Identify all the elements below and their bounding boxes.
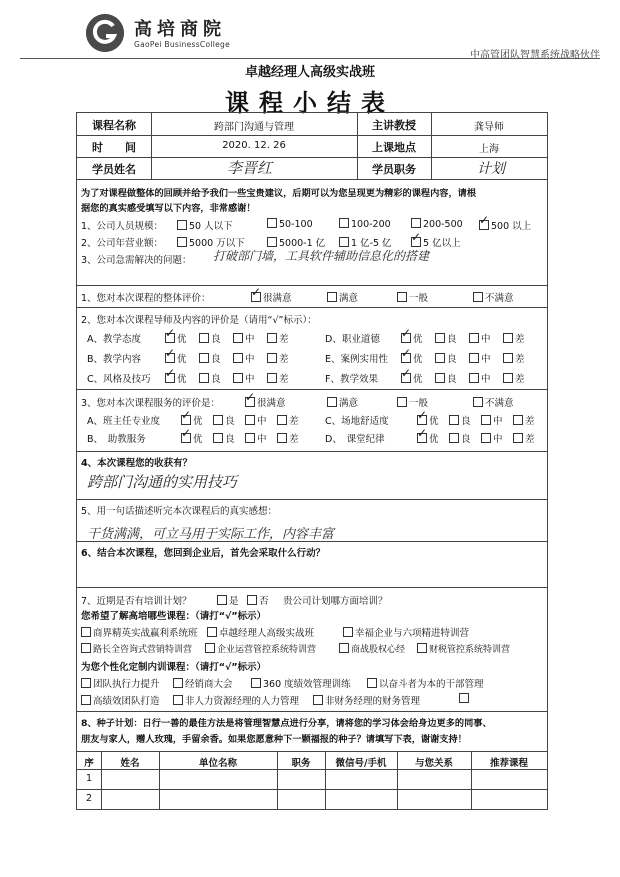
check-mark-icon: ✓	[181, 408, 192, 422]
custom-opt-4[interactable]: 以奋斗者为本的干部管理	[367, 676, 484, 690]
table-header: 姓名	[120, 758, 140, 769]
q7-yes[interactable]: 是	[217, 593, 239, 607]
eval-item-1: A、教学态度	[87, 334, 141, 345]
q2-opt-1[interactable]: 5000 万以下	[177, 235, 245, 249]
overall-opt-3[interactable]: 一般	[397, 290, 428, 304]
q3-handwritten: 打破部门墙，工具软件辅助信息化的搭建	[213, 249, 430, 263]
service-1-rating-2[interactable]: 良	[213, 413, 235, 427]
table-row: 1	[85, 773, 93, 784]
intro-line-2: 据您的真实感受填写以下内容，非常感谢！	[81, 203, 256, 214]
table-header: 序	[84, 758, 94, 769]
service-eval-label: 3、您对本次课程服务的评价是：	[81, 398, 221, 409]
service-opt-4[interactable]: 不满意	[473, 395, 514, 409]
student-name-handwritten: 李晋红	[227, 159, 273, 177]
eval-2-rating-3[interactable]: 中	[233, 351, 255, 365]
intro-line-1: 为了对课程做整体的回顾并给予我们一些宝贵建议，后期可以为您呈现更为精彩的课程内容，请根	[81, 188, 477, 199]
check-mark-icon: ✓	[401, 366, 412, 380]
check-mark-icon: ✓	[245, 390, 256, 404]
course-name-label: 课程名称	[92, 119, 136, 132]
eval-item-2: B、教学内容	[87, 354, 142, 365]
wish-opt-4[interactable]: 路长全咨询式营销特训营	[81, 642, 192, 655]
q1-opt-5[interactable]: 500 以上	[479, 218, 531, 232]
table-header: 职务	[291, 758, 311, 769]
eval-4-rating-2[interactable]: 良	[435, 331, 457, 345]
custom-opt-blank[interactable]	[459, 693, 471, 705]
custom-opt-2[interactable]: 经销商大会	[173, 676, 233, 690]
course-series: 卓越经理人高级实战班	[244, 65, 375, 80]
time-label: 时 间	[92, 141, 136, 154]
custom-opt-5[interactable]: 高绩效团队打造	[81, 693, 160, 707]
custom-label: 为您个性化定制内训课程：（请打“√”标示）	[81, 662, 267, 673]
service-2-rating-3[interactable]: 中	[245, 431, 267, 445]
service-4-rating-4[interactable]: 差	[513, 431, 535, 445]
eval-5-rating-3[interactable]: 中	[469, 351, 491, 365]
eval-3-rating-1[interactable]: 优	[165, 371, 187, 385]
check-mark-icon: ✓	[479, 213, 490, 227]
brand-name-en: GaoPei BusinessCollege	[134, 40, 230, 49]
custom-opt-6[interactable]: 非人力资源经理的人力管理	[173, 693, 299, 707]
q1-opt-3[interactable]: 100-200	[339, 218, 391, 230]
table-header: 单位名称	[198, 758, 237, 769]
q1-opt-1[interactable]: 50 人以下	[177, 218, 233, 232]
header-divider	[20, 58, 600, 59]
eval-6-rating-1[interactable]: 优	[401, 371, 423, 385]
overall-opt-2[interactable]: 满意	[327, 290, 358, 304]
eval-5-rating-2[interactable]: 良	[435, 351, 457, 365]
custom-opt-1[interactable]: 团队执行力提升	[81, 676, 160, 690]
service-2-rating-4[interactable]: 差	[277, 431, 299, 445]
service-4-rating-1[interactable]: 优	[417, 431, 439, 445]
eval-1-rating-4[interactable]: 差	[267, 331, 289, 345]
eval-2-rating-1[interactable]: 优	[165, 351, 187, 365]
service-2-rating-2[interactable]: 良	[213, 431, 235, 445]
service-opt-3[interactable]: 一般	[397, 395, 428, 409]
eval-6-rating-4[interactable]: 差	[503, 371, 525, 385]
eval-3-rating-2[interactable]: 良	[199, 371, 221, 385]
q2-opt-4[interactable]: 5 亿以上	[411, 235, 461, 249]
wish-opt-6[interactable]: 商战股权心经	[339, 642, 405, 655]
eval-1-rating-2[interactable]: 良	[199, 331, 221, 345]
q7-no[interactable]: 否	[247, 593, 269, 607]
date-value: 2020. 12. 26	[222, 140, 286, 151]
eval-item-5: E、案例实用性	[325, 354, 389, 365]
q5-handwritten: 干货满满，可立马用于实际工作，内容丰富	[87, 527, 335, 542]
wish-opt-7[interactable]: 财税管控系统特训营	[417, 642, 510, 655]
eval-3-rating-3[interactable]: 中	[233, 371, 255, 385]
service-1-rating-3[interactable]: 中	[245, 413, 267, 427]
q7-label: 7、近期是否有培训计划？	[81, 596, 192, 607]
q2-opt-3[interactable]: 1 亿-5 亿	[339, 235, 392, 249]
eval-3-rating-4[interactable]: 差	[267, 371, 289, 385]
q8-line-1: 8、种子计划：日行一善的最佳方法是将管理智慧点进行分享，请将您的学习体会给身边更多的同事、	[81, 718, 492, 729]
eval-1-rating-3[interactable]: 中	[233, 331, 255, 345]
wish-opt-1[interactable]: 商界精英实战赢利系统班	[81, 625, 198, 639]
wish-opt-5[interactable]: 企业运营管控系统特训营	[205, 642, 316, 655]
position-label: 学员职务	[372, 163, 416, 176]
wish-label: 您希望了解高培哪些课程：（请打“√”标示）	[81, 611, 267, 622]
service-4-rating-2[interactable]: 良	[449, 431, 471, 445]
eval-5-rating-4[interactable]: 差	[503, 351, 525, 365]
eval-4-rating-1[interactable]: 优	[401, 331, 423, 345]
instructor-label: 主讲教授	[372, 119, 416, 132]
check-mark-icon: ✓	[165, 326, 176, 340]
q3-label: 3、公司急需解决的问题：	[81, 255, 192, 266]
service-item-4: D、 课堂纪律	[325, 434, 385, 445]
q1-opt-4[interactable]: 200-500	[411, 218, 463, 230]
q5-label: 5、用一句话描述听完本次课程后的真实感想：	[81, 506, 278, 517]
service-2-rating-1[interactable]: 优	[181, 431, 203, 445]
check-mark-icon: ✓	[251, 285, 262, 299]
student-name-label: 学员姓名	[92, 163, 136, 176]
eval-5-rating-1[interactable]: 优	[401, 351, 423, 365]
q2-opt-2[interactable]: 5000-1 亿	[267, 235, 325, 249]
service-1-rating-1[interactable]: 优	[181, 413, 203, 427]
service-opt-1[interactable]: 很满意	[245, 395, 286, 409]
q2-label: 2、公司年营业额：	[81, 238, 164, 249]
instructor-value: 龚导师	[474, 122, 504, 133]
location-value: 上海	[479, 144, 499, 155]
wish-opt-2[interactable]: 卓越经理人高级实战班	[207, 625, 314, 639]
location-label: 上课地点	[372, 141, 416, 154]
custom-opt-3[interactable]: 360 度绩效管理训练	[251, 676, 351, 690]
check-mark-icon: ✓	[181, 426, 192, 440]
wish-opt-3[interactable]: 幸福企业与六项精进特训营	[343, 625, 469, 639]
eval-6-rating-2[interactable]: 良	[435, 371, 457, 385]
service-item-1: A、班主任专业度	[87, 416, 160, 427]
position-handwritten: 计划	[477, 161, 505, 177]
service-3-rating-2[interactable]: 良	[449, 413, 471, 427]
check-mark-icon: ✓	[417, 426, 428, 440]
check-mark-icon: ✓	[417, 408, 428, 422]
check-mark-icon: ✓	[401, 346, 412, 360]
q6-label: 6、结合本次课程，您回到企业后，首先会采取什么行动？	[81, 548, 326, 559]
course-name-value: 跨部门沟通与管理	[214, 122, 294, 133]
overall-opt-1[interactable]: 很满意	[251, 290, 292, 304]
service-3-rating-4[interactable]: 差	[513, 413, 535, 427]
service-3-rating-3[interactable]: 中	[481, 413, 503, 427]
eval-4-rating-4[interactable]: 差	[503, 331, 525, 345]
summary-form	[76, 112, 548, 810]
q7-direction: 贵公司计划哪方面培训？	[283, 596, 388, 607]
eval-2-rating-4[interactable]: 差	[267, 351, 289, 365]
service-3-rating-1[interactable]: 优	[417, 413, 439, 427]
table-header: 与您关系	[414, 758, 453, 769]
q1-opt-2[interactable]: 50-100	[267, 218, 313, 230]
service-4-rating-3[interactable]: 中	[481, 431, 503, 445]
eval-item-3: C、风格及技巧	[87, 374, 151, 385]
service-opt-2[interactable]: 满意	[327, 395, 358, 409]
q8-line-2: 朋友与家人，赠人玫瑰，手留余香。如果您愿意种下一颗福报的种子？请填写下表，谢谢支持！	[81, 734, 467, 745]
check-mark-icon: ✓	[401, 326, 412, 340]
table-header: 推荐课程	[489, 758, 528, 769]
table-row: 2	[85, 793, 93, 804]
q4-handwritten: 跨部门沟通的实用技巧	[87, 473, 238, 491]
brand-name: 高培商院	[134, 19, 226, 40]
service-1-rating-4[interactable]: 差	[277, 413, 299, 427]
service-item-2: B、 助教服务	[87, 434, 146, 445]
service-item-3: C、场地舒适度	[325, 416, 389, 427]
eval-6-rating-3[interactable]: 中	[469, 371, 491, 385]
logo-icon	[86, 14, 124, 52]
q1-label: 1、公司人员规模：	[81, 221, 164, 232]
table-header: 微信号/手机	[335, 758, 387, 769]
form-title: 课程小结表	[225, 89, 395, 117]
overall-label: 1、您对本次课程的整体评价：	[81, 293, 211, 304]
eval-item-4: D、职业道德	[325, 334, 380, 345]
custom-opt-7[interactable]: 非财务经理的财务管理	[313, 693, 420, 707]
eval-item-6: F、教学效果	[325, 374, 378, 385]
instructor-eval-label: 2、您对本次课程导师及内容的评价是（请用“√”标示）：	[81, 315, 317, 326]
eval-2-rating-2[interactable]: 良	[199, 351, 221, 365]
check-mark-icon: ✓	[411, 230, 422, 244]
eval-1-rating-1[interactable]: 优	[165, 331, 187, 345]
check-mark-icon: ✓	[165, 346, 176, 360]
overall-opt-4[interactable]: 不满意	[473, 290, 514, 304]
tagline: 中高管团队智慧系统战略伙伴	[470, 50, 600, 61]
eval-4-rating-3[interactable]: 中	[469, 331, 491, 345]
check-mark-icon: ✓	[165, 366, 176, 380]
q4-label: 4、本次课程您的收获有？	[81, 458, 193, 469]
